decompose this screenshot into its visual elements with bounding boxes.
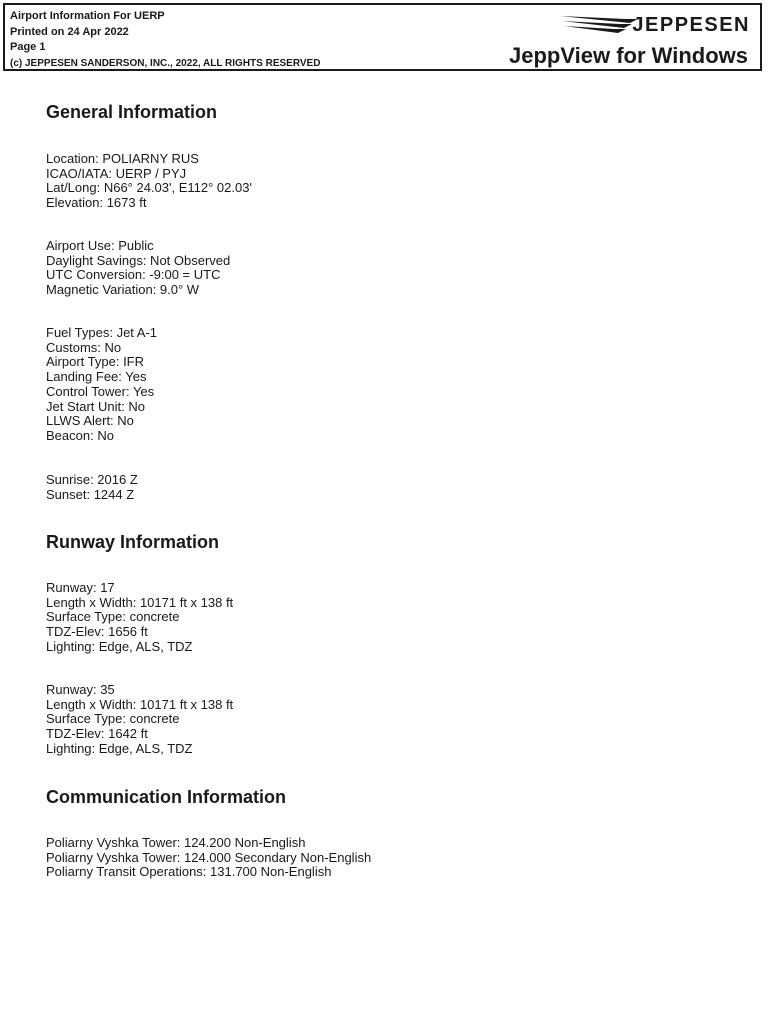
daylight-savings: Daylight Savings: Not Observed <box>46 252 231 268</box>
location-block <box>46 152 252 211</box>
runway-17-block <box>46 581 233 655</box>
runway-number: Runway: 35 <box>46 682 115 697</box>
jeppesen-logo <box>560 14 750 36</box>
control-tower: Control Tower: Yes <box>46 383 155 399</box>
sunrise: Sunrise: 2016 Z <box>46 472 138 487</box>
runway-surface: Surface Type: concrete <box>46 609 180 625</box>
location: Location: POLIARNY RUS <box>46 151 199 166</box>
communication-info-title: Communication Information <box>46 787 286 807</box>
runway-35-block <box>46 683 233 757</box>
brand-name: JEPPESEN <box>632 14 750 36</box>
header-info <box>10 9 320 71</box>
page-header <box>3 3 762 71</box>
lat-long: Lat/Long: N66° 24.03', E112° 02.03' <box>46 180 252 196</box>
runway-dimensions: Length x Width: 10171 ft x 138 ft <box>46 696 234 712</box>
header-printed-line: Printed on 24 Apr 2022 <box>10 25 129 38</box>
runway-number: Runway: 17 <box>46 580 115 595</box>
fuel-types: Fuel Types: Jet A-1 <box>46 325 158 340</box>
icao-iata: ICAO/IATA: UERP / PYJ <box>46 165 187 181</box>
runway-surface: Surface Type: concrete <box>46 711 180 727</box>
comm-frequency: Poliarny Vyshka Tower: 124.000 Secondary Non-English <box>46 849 372 865</box>
airport-type: Airport Type: IFR <box>46 354 145 370</box>
comm-frequency: Poliarny Transit Operations: 131.700 Non-English <box>46 864 332 880</box>
beacon: Beacon: No <box>46 427 114 443</box>
header-page-line: Page 1 <box>10 41 46 53</box>
runway-dimensions: Length x Width: 10171 ft x 138 ft <box>46 594 234 610</box>
sunset: Sunset: 1244 Z <box>46 486 135 502</box>
runway-lighting: Lighting: Edge, ALS, TDZ <box>46 740 193 756</box>
utc-conversion: UTC Conversion: -9:00 = UTC <box>46 267 221 283</box>
header-airport-line: Airport Information For UERP <box>10 10 165 22</box>
general-info-title: General Information <box>46 102 218 122</box>
communication-block <box>46 836 371 880</box>
header-copyright-line: (c) JEPPESEN SANDERSON, INC., 2022, ALL RIGHTS RESERVED <box>10 57 321 69</box>
magnetic-variation: Magnetic Variation: 9.0° W <box>46 282 200 298</box>
runway-tdz-elev: TDZ-Elev: 1656 ft <box>46 624 148 640</box>
sun-block <box>46 473 138 502</box>
runway-tdz-elev: TDZ-Elev: 1642 ft <box>46 726 148 742</box>
runway-lighting: Lighting: Edge, ALS, TDZ <box>46 638 193 654</box>
landing-fee: Landing Fee: Yes <box>46 369 147 385</box>
customs: Customs: No <box>46 339 122 355</box>
product-name: JeppView for Windows <box>509 43 748 68</box>
jet-start-unit: Jet Start Unit: No <box>46 398 145 414</box>
llws-alert: LLWS Alert: No <box>46 413 134 429</box>
airport-use-block <box>46 239 230 298</box>
airport-use: Airport Use: Public <box>46 238 154 253</box>
facilities-block <box>46 326 157 444</box>
runway-info-title: Runway Information <box>46 532 220 552</box>
comm-frequency: Poliarny Vyshka Tower: 124.200 Non-English <box>46 835 306 850</box>
jeppesen-swoosh-icon <box>560 15 640 35</box>
elevation: Elevation: 1673 ft <box>46 195 147 211</box>
